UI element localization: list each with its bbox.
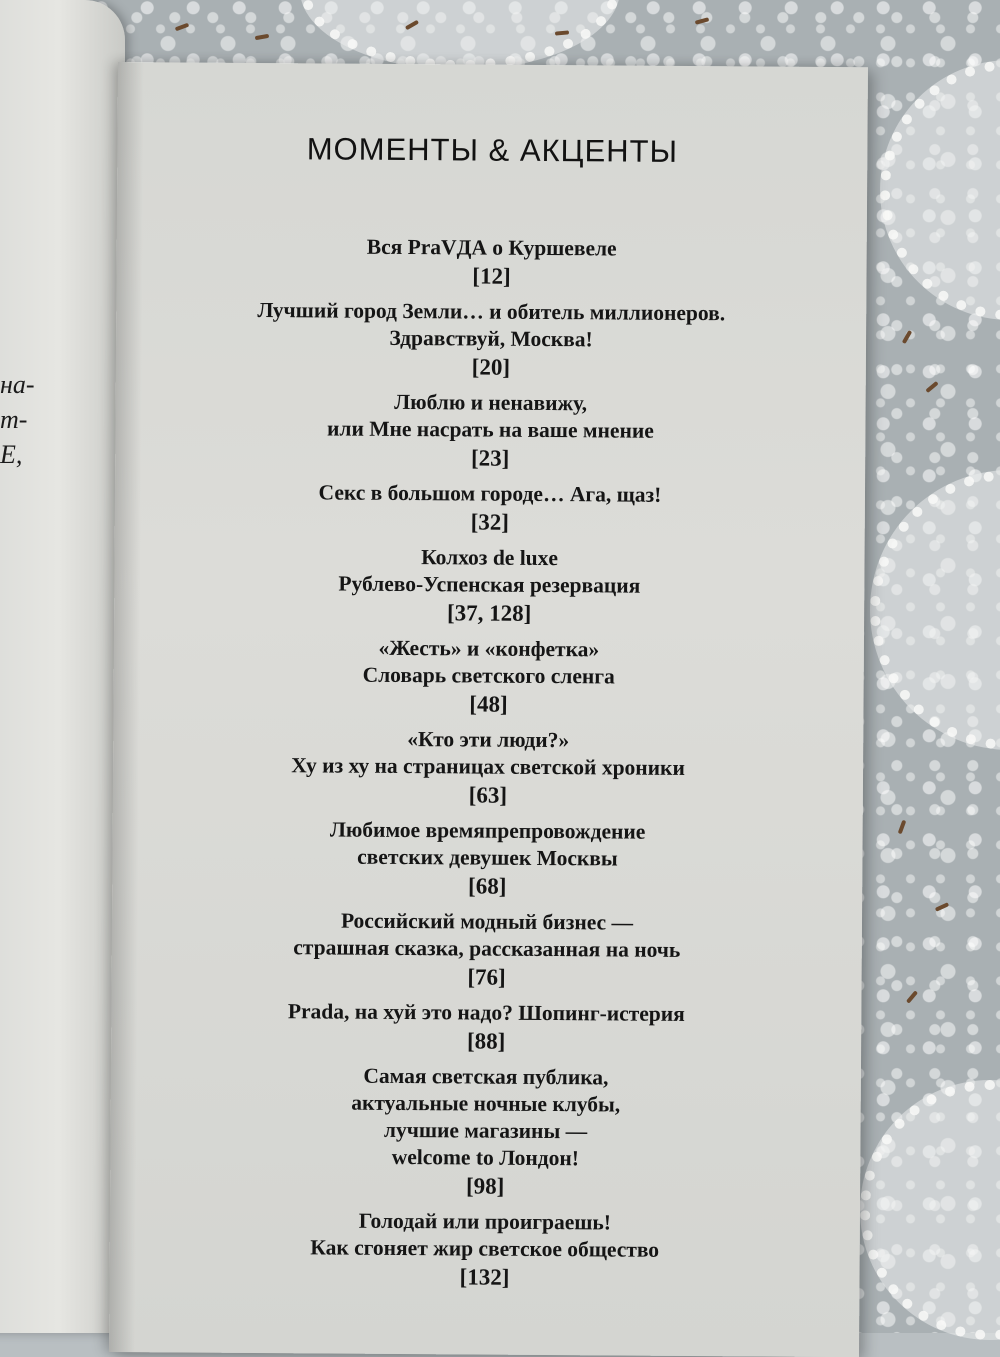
toc-entry-title: Секс в большом городе… Ага, щаз! <box>318 480 662 507</box>
table-of-contents <box>109 232 866 1302</box>
toc-entry-title: Ху из ху на страницах светской хроники <box>291 753 685 780</box>
toc-entry-title: Российский модный бизнес — <box>340 908 634 935</box>
toc-entry <box>110 1061 861 1203</box>
toc-entry-title: Рублево-Успенская резервация <box>338 571 641 598</box>
toc-entry-title: Голодай или проиграешь! <box>358 1208 612 1235</box>
toc-entry-title: лучшие магазины — <box>383 1117 588 1144</box>
toc-entry-pages: [76] <box>467 964 506 990</box>
toc-entry-title: Здравствуй, Москва! <box>389 325 593 352</box>
toc-entry-pages: [98] <box>465 1173 505 1199</box>
toc-entry-title: Лучший город Земли… и обитель миллионеров. <box>257 297 726 326</box>
toc-entry-pages: [12] <box>472 263 511 289</box>
toc-entry-pages: [132] <box>459 1264 510 1290</box>
toc-entry-title: «Кто эти люди?» <box>407 727 570 753</box>
toc-entry-title: светских девушек Москвы <box>357 844 618 871</box>
toc-entry-title: Prada, на хуй это надо? Шопинг-истерия <box>287 999 685 1026</box>
toc-entry <box>112 815 863 903</box>
toc-entry-pages: [48] <box>469 691 508 717</box>
toc-entry <box>111 997 861 1058</box>
toc-entry-title: страшная сказка, рассказанная на ночь <box>293 935 681 962</box>
toc-entry <box>112 906 863 994</box>
toc-entry <box>113 724 864 812</box>
toc-entry-title: Самая светская публика, <box>363 1063 609 1090</box>
left-page <box>0 0 125 1333</box>
toc-entry-pages: [68] <box>467 873 507 899</box>
left-page-text: на- <box>0 370 35 399</box>
toc-entry-title: Вся PraVДА о Куршевеле <box>366 234 617 261</box>
toc-entry-title: Люблю и ненавижу, <box>394 389 588 416</box>
toc-entry <box>115 478 865 539</box>
toc-entry <box>116 232 866 293</box>
toc-entry-title: Словарь светского сленга <box>362 662 615 689</box>
book-page <box>109 62 868 1357</box>
toc-entry-title: welcome to Лондон! <box>391 1144 580 1171</box>
left-page-text: Е, <box>0 440 23 469</box>
toc-entry-title: актуальные ночные клубы, <box>351 1090 621 1117</box>
page-title: МОМЕНТЫ & АКЦЕНТЫ <box>306 131 679 169</box>
toc-entry-title: Любимое времяпрепровождение <box>329 817 646 844</box>
toc-entry-pages: [32] <box>470 509 510 535</box>
toc-entry <box>109 1206 860 1294</box>
toc-entry-pages: [23] <box>470 445 510 471</box>
toc-entry-title: или Мне насрать на ваше мнение <box>326 416 654 443</box>
toc-entry <box>113 633 864 721</box>
toc-entry-pages: [63] <box>468 782 508 808</box>
toc-entry-pages: [20] <box>471 354 511 380</box>
left-page-text: т- <box>0 405 28 434</box>
toc-entry-title: Как сгоняет жир светское общество <box>310 1235 660 1262</box>
toc-entry-pages: [88] <box>466 1028 506 1054</box>
toc-entry <box>116 296 867 384</box>
toc-entry-title: Колхоз de luxe <box>421 545 559 571</box>
toc-entry-pages: [37, 128] <box>446 600 532 626</box>
toc-entry-title: «Жесть» и «конфетка» <box>378 635 600 662</box>
toc-entry <box>114 542 865 630</box>
toc-entry <box>115 387 866 475</box>
